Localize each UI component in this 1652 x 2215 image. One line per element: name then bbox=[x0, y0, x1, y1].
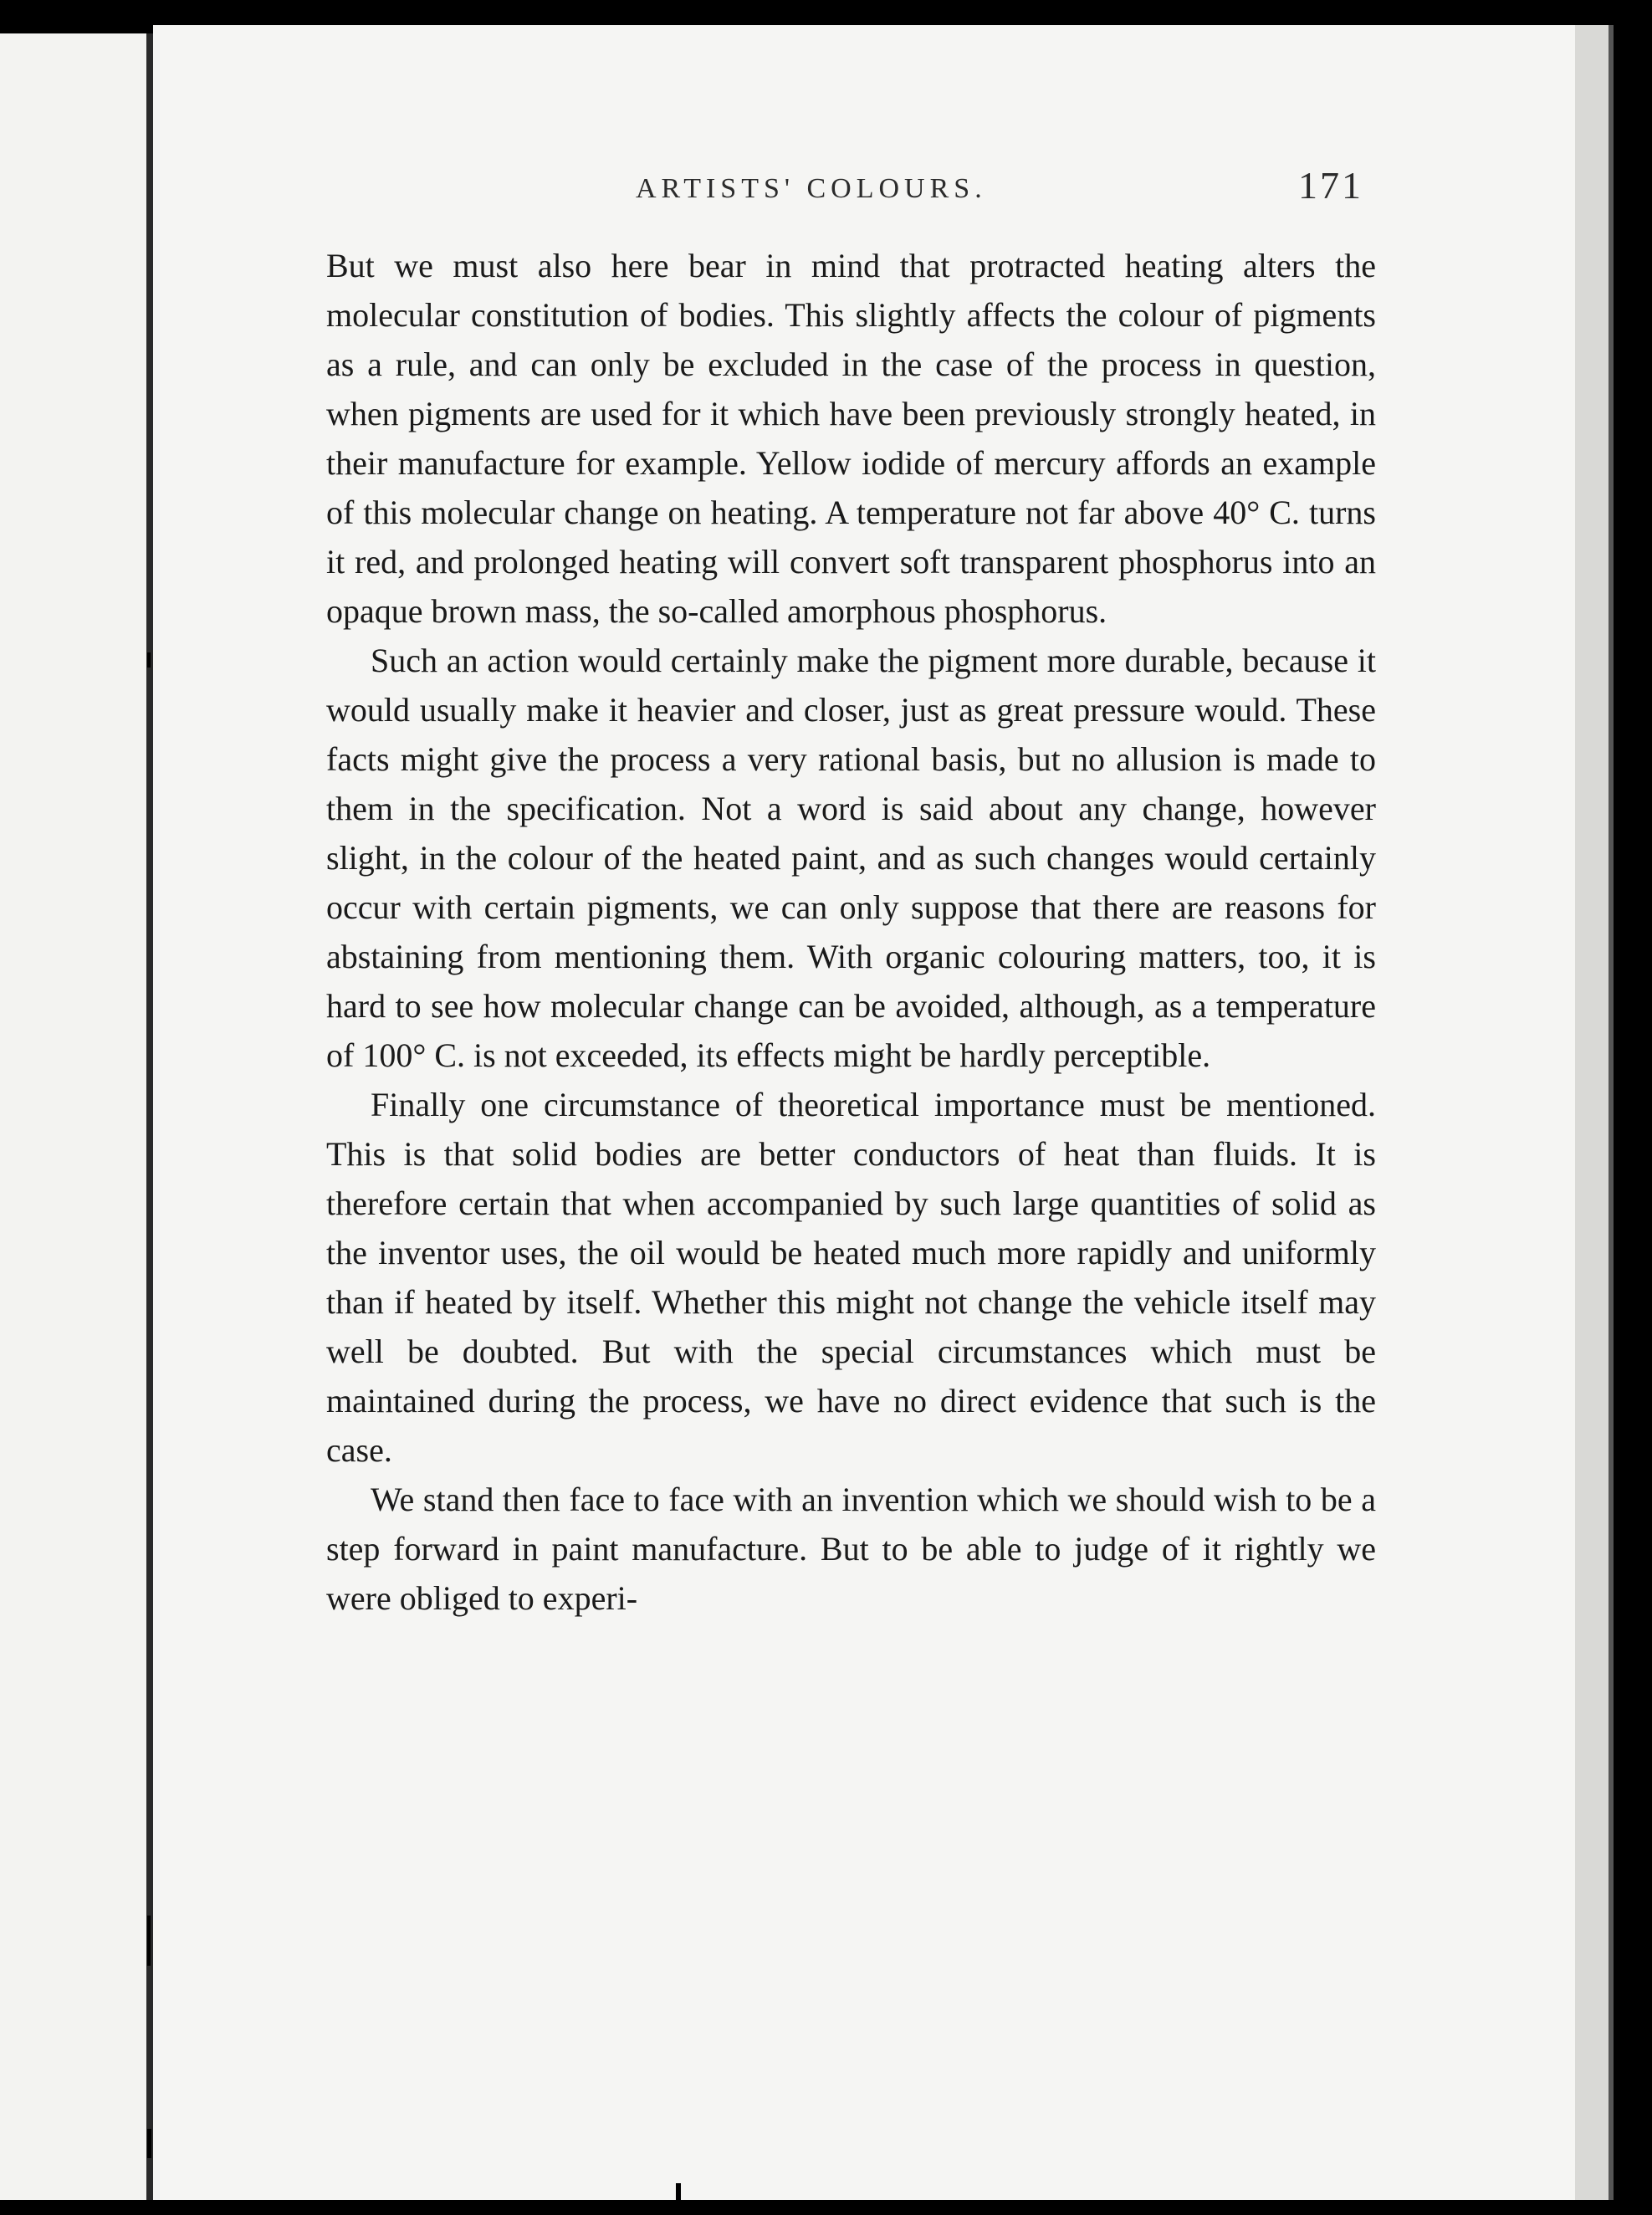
page-fore-edge bbox=[1575, 25, 1609, 2200]
page-number: 171 bbox=[1298, 164, 1363, 207]
running-head bbox=[636, 163, 1363, 222]
page-edge-shadow bbox=[1609, 25, 1614, 2200]
body-text bbox=[326, 241, 1376, 1623]
margin-mark-left-1 bbox=[147, 652, 151, 668]
margin-mark-left-2 bbox=[147, 1916, 151, 1966]
paragraph-4: We stand then face to face with an invention which we should wish to be a step forward in paint manufacture. But to be able to judge of it rightly we were obliged to experi- bbox=[326, 1481, 1376, 1617]
running-head-title: ARTISTS' COLOURS. bbox=[636, 173, 987, 204]
paragraph-2: Such an action would certainly make the pigment more durable, because it would usually make it heavier and closer, just as great pressure would. These facts might give the process a very rational basis, but no allusion is made to them in the specification. Not a word is said about any change, however slight, in the colour of the heated paint, and as such changes would certainly occur with certain pigments, we can only suppose that there are reasons for abstaining from mentioning them. With organic colouring matters, too, it is hard to see how molecular change can be avoided, although, as a temperature of 100° C. is not exceeded, its effects might be hardly perceptible. bbox=[326, 642, 1376, 1074]
gutter-shadow bbox=[146, 33, 153, 2200]
scan-speck-bottom bbox=[676, 2183, 681, 2213]
facing-page-edge bbox=[0, 33, 151, 2200]
scan-speck-top bbox=[1027, 0, 1037, 18]
paragraph-3: Finally one circumstance of theoretical importance must be mentioned. This is that solid bodies are better conductors of heat than fluids. It is therefore certain that when accompanied by such large quantities of solid as the inventor uses, the oil would be heated much more rapidly and uniformly than if heated by itself. Whether this might not change the vehicle itself may well be doubted. But with the special circumstances which must be maintained during the process, we have no direct evidence that such is the case. bbox=[326, 1086, 1376, 1469]
paragraph-1: But we must also here bear in mind that protracted heating alters the molecular constitution of bodies. This slightly affects the colour of pigments as a rule, and can only be excluded in the case of the process in question, when pigments are used for it which have been previously strongly heated, in their manufacture for example. Yellow iodide of mercury affords an example of this molecular change on heating. A temperature not far above 40° C. turns it red, and prolonged heating will convert soft transparent phosphorus into an opaque brown mass, the so-called amorphous phosphorus. bbox=[326, 247, 1376, 630]
margin-mark-left-3 bbox=[147, 2129, 151, 2158]
